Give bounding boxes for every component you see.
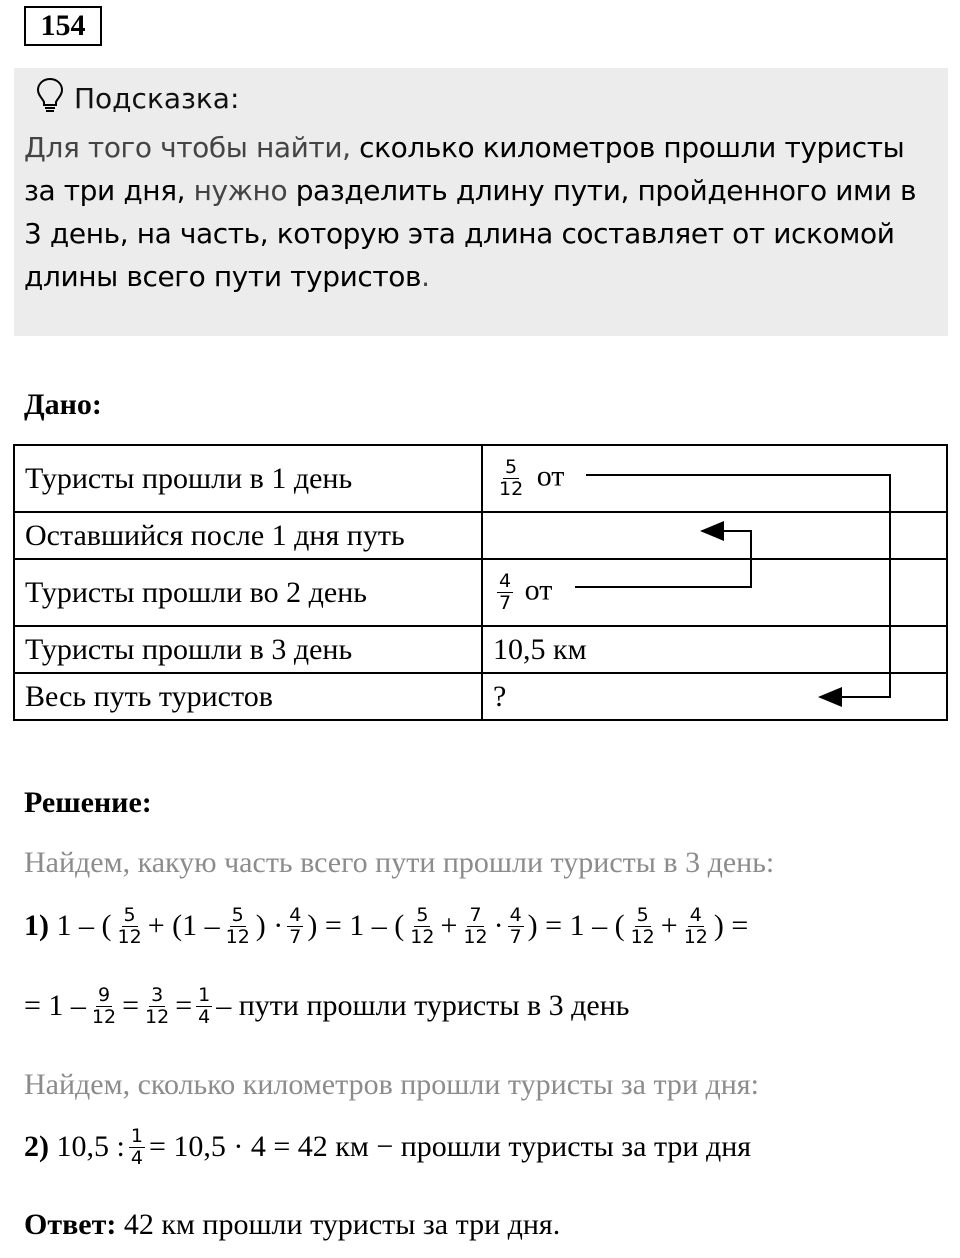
fraction: $\frac{4}{7}$ (509, 904, 522, 948)
table-row (14, 673, 947, 720)
step2-intro: Найдем, сколько километров прошли туристы за три дня: (24, 1068, 759, 1101)
row-value (482, 512, 947, 559)
given-table (13, 444, 948, 721)
fraction: $\frac{5}{12}$ (117, 904, 142, 948)
step1-expression-cont: = 1 – $\frac{9}{12}$ = $\frac{3}{12}$ = $\frac{1}{4}$ – пути прошли туристы в 3 день (24, 984, 630, 1028)
hint-text-part: . (421, 260, 430, 293)
row-suffix: от (524, 573, 553, 607)
table-row (14, 559, 947, 626)
table-row (14, 512, 947, 559)
fraction: $\frac{1}{4}$ (198, 984, 211, 1028)
answer-text: 42 км прошли туристы за три дня. (116, 1208, 561, 1241)
hint-text-part: нужно (185, 174, 296, 207)
fraction: $\frac{5}{12}$ (499, 456, 524, 500)
step1-expression: 1) 1 – ( $\frac{5}{12}$ + (1 – $\frac{5}{12}$ ) · $\frac{4}{7}$ ) = 1 – ( $\frac{5}{12}$ + $\frac{7}{12}$ · $\frac{4}{7}$ ) = 1 – ( $\frac{5}{12}$ + $\frac{4}{12}$ ) = (24, 904, 749, 948)
hint-text (24, 126, 934, 298)
step2-expression (24, 1126, 751, 1169)
fraction: $\frac{4}{12}$ (683, 904, 708, 948)
fraction: $\frac{4}{7}$ (289, 904, 302, 948)
fraction: $\frac{9}{12}$ (91, 984, 117, 1028)
row-label: Туристы прошли в 1 день (14, 445, 482, 512)
step2-part: 10,5 : (56, 1130, 125, 1164)
fraction: $\frac{4}{7}$ (499, 570, 512, 614)
row-label: Туристы прошли в 3 день (14, 626, 482, 673)
step-number: 2) (24, 1130, 49, 1164)
hint-text-part: Для того чтобы найти, (24, 131, 360, 164)
fraction: $\frac{5}{12}$ (410, 904, 435, 948)
step1-result-text: – пути прошли туристы в 3 день (216, 989, 630, 1023)
hint-title: Подсказка: (74, 81, 240, 115)
row-label: Туристы прошли во 2 день (14, 559, 482, 626)
row-label: Весь путь туристов (14, 673, 482, 720)
row-value: ? (482, 673, 947, 720)
lightbulb-icon (36, 77, 64, 120)
answer-label: Ответ: (24, 1208, 117, 1241)
fraction: $\frac{7}{12}$ (463, 904, 488, 948)
table-row (14, 626, 947, 673)
row-value (482, 445, 947, 512)
fraction: $\frac{3}{12}$ (145, 984, 170, 1028)
row-suffix: от (536, 459, 565, 493)
hint-text-bold: разделить длину пути, пройденного ими в 3 день, на часть, которую эта длина составляет от искомой длины всего пути туристов (24, 174, 917, 293)
given-heading: Дано: (24, 388, 102, 421)
fraction: $\frac{5}{12}$ (225, 904, 250, 948)
hint-box (14, 68, 948, 336)
table-row (14, 445, 947, 512)
row-value: 10,5 км (482, 626, 947, 673)
solution-heading: Решение: (24, 786, 152, 819)
row-value (482, 559, 947, 626)
answer-line (24, 1208, 560, 1242)
step-number: 1) (24, 909, 49, 943)
step2-part: = 10,5 · 4 = 42 км − прошли туристы за три дня (148, 1130, 752, 1164)
task-number: 154 (24, 6, 102, 46)
fraction: $\frac{5}{12}$ (630, 904, 655, 948)
fraction: $\frac{1}{4}$ (130, 1125, 143, 1169)
hint-title-row (36, 78, 239, 118)
hint-text-bold: сколько километров прошли туристы за три дня, (24, 131, 905, 207)
step1-intro: Найдем, какую часть всего пути прошли туристы в 3 день: (24, 846, 775, 879)
row-label: Оставшийся после 1 дня путь (14, 512, 482, 559)
